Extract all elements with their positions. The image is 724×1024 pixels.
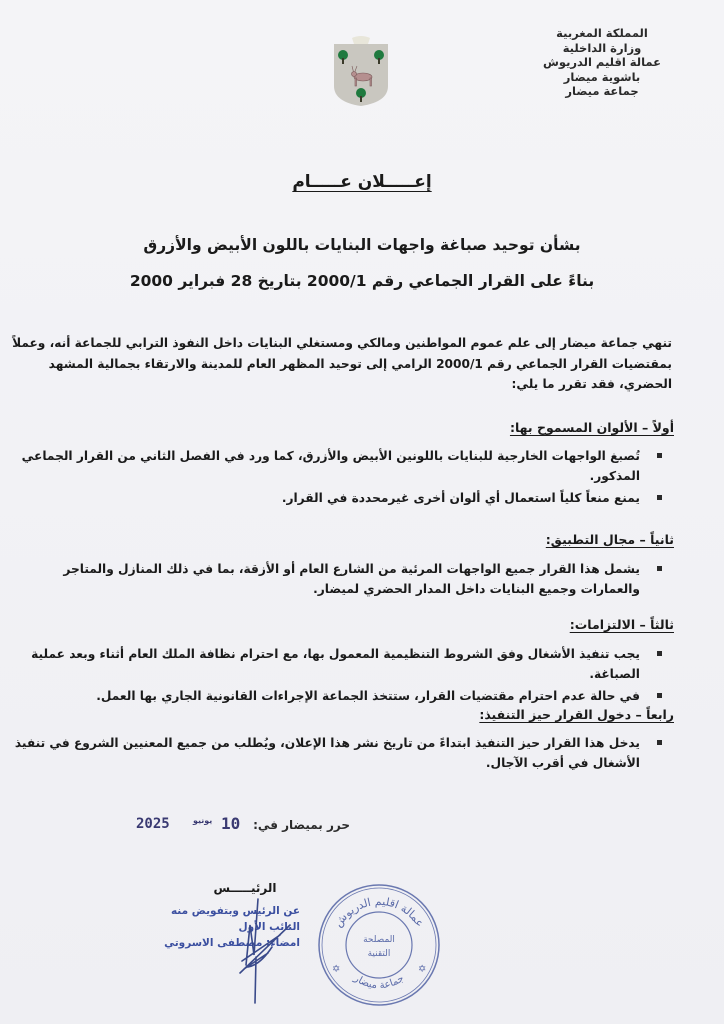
- stamp-line: امضاء: مصطفى الاسروتي: [164, 937, 300, 949]
- bullet-line: الصباغة.: [589, 667, 640, 681]
- subtitle-subject: بشأن توحيد صباغة واجهات البنايات باللون الأبيض والأزرق: [143, 236, 581, 254]
- org-line: وزارة الداخلية: [562, 40, 642, 55]
- bullet-square-icon: [657, 693, 662, 698]
- intro-line: تنهي جماعة ميضار إلى علم عموم المواطنين ومالكي ومستغلي البنايات داخل النفوذ الترابي للجماعة أنه، وعملاً: [12, 336, 672, 350]
- bullet-item: [52, 686, 674, 706]
- bullet-square-icon: [657, 566, 662, 571]
- bullet-square-icon: [657, 740, 662, 745]
- municipal-coat-of-arms-icon: [330, 36, 392, 108]
- org-line: جماعة ميضار: [565, 84, 639, 98]
- bullet-square-icon: [657, 453, 662, 458]
- bullet-line: يدخل هذا القرار حيز التنفيذ ابتداءً من تاريخ نشر هذا الإعلان، ويُطلب من جميع المعنيين الشروع في تنفيذ: [14, 736, 640, 750]
- issuing-authority-header: [502, 26, 702, 99]
- section-heading-permitted-colors: أولاً – الألوان المسموح بها:: [509, 420, 674, 435]
- bullet-item: [14, 733, 674, 773]
- announcement-title: [0, 172, 724, 192]
- official-seal: [314, 880, 444, 1010]
- stamp-line: عن الرئيس وبتفويض منه: [170, 905, 300, 917]
- title-text: إعـــــلان عـــــام: [292, 172, 432, 192]
- seal-outer-text: عمالة اقليم الدريوش: [331, 894, 427, 930]
- date-month: يونيو: [193, 816, 213, 825]
- bullet-line: يمنع منعاً كلياً استعمال أي ألوان أخرى غيرمحددة في القرار.: [281, 491, 640, 505]
- org-line: عمالة اقليم الدريوش: [543, 55, 661, 69]
- bullet-line: والعمارات وجميع البنايات داخل المدار الحضري لميضار.: [313, 582, 640, 596]
- seal-center-line: التقنية: [367, 949, 391, 959]
- seal-bottom-text: جماعة ميضار: [351, 972, 407, 992]
- section-heading-obligations: ثالثاً – الالتزامات:: [569, 617, 674, 632]
- section-heading-scope: ثانياً – مجال التطبيق:: [545, 532, 674, 547]
- org-line: المملكة المغربية: [556, 26, 648, 40]
- president-title: الرئيـــــس: [213, 881, 277, 895]
- place-and-date: [130, 814, 350, 840]
- bullet-item: [52, 559, 674, 599]
- org-line: باشوية ميضار: [563, 69, 641, 84]
- stamp-line: النائب الأول: [238, 921, 300, 933]
- bullet-line: الأشغال في أقرب الآجال.: [485, 756, 640, 770]
- bullet-square-icon: [657, 651, 662, 656]
- seal-center-line: المصلحة: [363, 935, 395, 945]
- bullet-item: [21, 446, 674, 486]
- bullet-item: [52, 488, 674, 508]
- place-date-label: حرر بميضار في:: [253, 818, 350, 832]
- section-heading-entry-into-force: رابعاً – دخول القرار حيز التنفيذ:: [479, 707, 674, 722]
- intro-line: بمقتضيات القرار الجماعي رقم 2000/1 الرامي إلى توحيد المظهر العام للمدينة والارتقاء بجمالية المشهد: [48, 356, 672, 371]
- bullet-line: تُصبغ الواجهات الخارجية للبنايات باللونين الأبيض والأزرق، كما ورد في الفصل الثاني من القرار الجماعي: [21, 449, 640, 463]
- bullet-line: في حالة عدم احترام مقتضيات القرار، ستتخذ الجماعة الإجراءات القانونية الجاري بها العمل.: [96, 689, 640, 703]
- date-year: 2025: [136, 816, 170, 832]
- bullet-item: [31, 644, 674, 684]
- handwritten-signature: [210, 895, 310, 1005]
- date-day: 10: [221, 814, 241, 833]
- intro-paragraph: [12, 333, 672, 395]
- subtitle-reference: بناءً على القرار الجماعي رقم 2000/1 بتاريخ 28 فبراير 2000: [129, 272, 595, 290]
- intro-line: الحضري، فقد تقرر ما يلي:: [511, 377, 672, 391]
- bullet-line: يجب تنفيذ الأشغال وفق الشروط التنظيمية المعمول بها، مع احترام نظافة الملك العام أثناء وبعد عملية: [31, 647, 640, 661]
- bullet-line: المذكور.: [589, 469, 640, 483]
- seal-star-icon: ✡: [418, 964, 427, 975]
- bullet-line: يشمل هذا القرار جميع الواجهات المرئية من الشارع العام أو الأزقة، بما في ذلك المنازل والمتاجر: [63, 562, 640, 576]
- seal-star-icon: ✡: [332, 964, 341, 975]
- bullet-square-icon: [657, 495, 662, 500]
